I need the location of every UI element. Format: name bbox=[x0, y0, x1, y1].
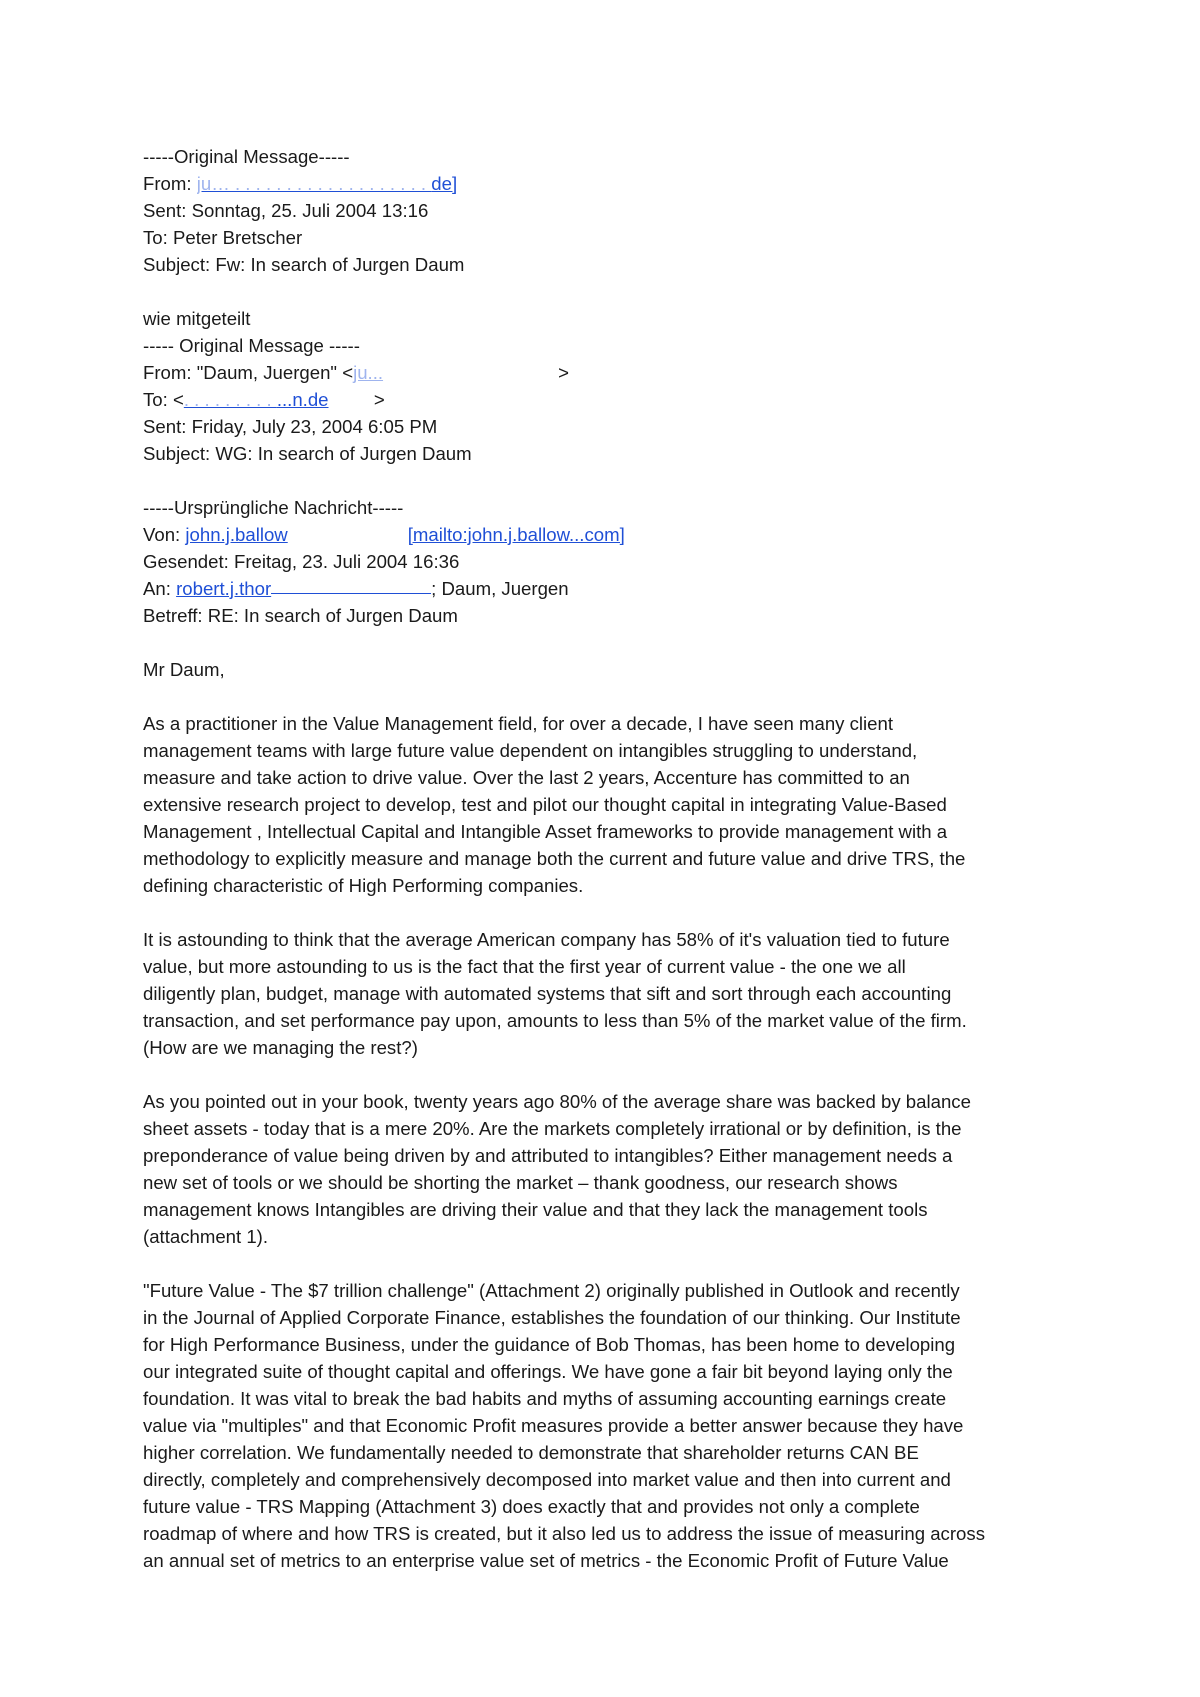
from-label: From: bbox=[143, 173, 197, 194]
paragraph-line: As you pointed out in your book, twenty years ago 80% of the average share was backed by balance bbox=[143, 1091, 971, 1112]
body-paragraph-4 bbox=[143, 1277, 1083, 1574]
to-label-2: To: < bbox=[143, 389, 184, 410]
paragraph-line: new set of tools or we should be shorting the market – thank goodness, our research shows bbox=[143, 1172, 898, 1193]
to-email-link-2[interactable]: . . . . . . . . . ...n.de bbox=[183, 389, 329, 410]
paragraph-line: directly, completely and comprehensively decomposed into market value and then into current and bbox=[143, 1469, 951, 1490]
to-line-1: To: Peter Bretscher bbox=[143, 227, 303, 248]
from-line-1 bbox=[143, 170, 1083, 197]
betreff-line: Betreff: RE: In search of Jurgen Daum bbox=[143, 605, 458, 626]
paragraph-line: in the Journal of Applied Corporate Finance, establishes the foundation of our thinking. Our Institute bbox=[143, 1307, 961, 1328]
an-line bbox=[143, 575, 1083, 602]
paragraph-line: methodology to explicitly measure and manage both the current and future value and drive TRS, the bbox=[143, 848, 966, 869]
paragraph-line: foundation. It was vital to break the bad habits and myths of assuming accounting earnings create bbox=[143, 1388, 947, 1409]
body-paragraph-1 bbox=[143, 710, 1083, 899]
separator-original-message-2: ----- Original Message ----- bbox=[143, 335, 360, 356]
paragraph-line: future value - TRS Mapping (Attachment 3) does exactly that and provides not only a complete bbox=[143, 1496, 920, 1517]
separator-ursprungliche-nachricht: -----Ursprüngliche Nachricht----- bbox=[143, 497, 404, 518]
from-close-2: > bbox=[558, 362, 569, 383]
von-mailto-link[interactable]: [mailto:john.j.ballow...com] bbox=[407, 524, 625, 545]
paragraph-line: value via "multiples" and that Economic Profit measures provide a better answer because they have bbox=[143, 1415, 964, 1436]
paragraph-line: (attachment 1). bbox=[143, 1226, 269, 1247]
to-line-2 bbox=[143, 386, 1083, 413]
sent-line-1: Sent: Sonntag, 25. Juli 2004 13:16 bbox=[143, 200, 429, 221]
paragraph-line: preponderance of value being driven by and attributed to intangibles? Either management needs a bbox=[143, 1145, 953, 1166]
from-email-link[interactable]: ju… . . . . . . . . . . . . . . . . . . . de] bbox=[196, 173, 458, 194]
paragraph-line: roadmap of where and how TRS is created, but it also led us to address the issue of measuring across bbox=[143, 1523, 985, 1544]
paragraph-line: "Future Value - The $7 trillion challenge" (Attachment 2) originally published in Outlook and recently bbox=[143, 1280, 960, 1301]
von-label: Von: bbox=[143, 524, 186, 545]
paragraph-line: for High Performance Business, under the guidance of Bob Thomas, has been home to developing bbox=[143, 1334, 956, 1355]
paragraph-line: measure and take action to drive value. Over the last 2 years, Accenture has committed to an bbox=[143, 767, 910, 788]
email-document bbox=[143, 143, 1083, 1574]
paragraph-line: an annual set of metrics to an enterprise value set of metrics - the Economic Profit of Future Value bbox=[143, 1550, 949, 1571]
an-email-link[interactable]: robert.j.thor bbox=[176, 578, 272, 599]
von-email-link[interactable]: john.j.ballow bbox=[185, 524, 288, 545]
from-line-2 bbox=[143, 359, 1083, 386]
von-line bbox=[143, 521, 1083, 548]
subject-line-1: Subject: Fw: In search of Jurgen Daum bbox=[143, 254, 465, 275]
body-paragraph-2 bbox=[143, 926, 1083, 1061]
an-rest: ; Daum, Juergen bbox=[431, 578, 569, 599]
forward-note: wie mitgeteilt bbox=[143, 308, 251, 329]
from-email-link-2[interactable]: ju... bbox=[353, 362, 384, 383]
paragraph-line: extensive research project to develop, test and pilot our thought capital in integrating Value-Based bbox=[143, 794, 947, 815]
body-paragraph-3 bbox=[143, 1088, 1083, 1250]
gesendet-line: Gesendet: Freitag, 23. Juli 2004 16:36 bbox=[143, 551, 460, 572]
paragraph-line: management knows Intangibles are driving their value and that they lack the management tools bbox=[143, 1199, 928, 1220]
subject-line-2: Subject: WG: In search of Jurgen Daum bbox=[143, 443, 472, 464]
paragraph-line: our integrated suite of thought capital and offerings. We have gone a fair bit beyond laying only the bbox=[143, 1361, 953, 1382]
paragraph-line: As a practitioner in the Value Management field, for over a decade, I have seen many client bbox=[143, 713, 894, 734]
paragraph-line: defining characteristic of High Performing companies. bbox=[143, 875, 584, 896]
to-close-2: > bbox=[373, 389, 385, 410]
paragraph-line: transaction, and set performance pay upon, amounts to less than 5% of the market value of the firm. bbox=[143, 1010, 967, 1031]
paragraph-line: diligently plan, budget, manage with automated systems that sift and sort through each accounting bbox=[143, 983, 952, 1004]
paragraph-line: sheet assets - today that is a mere 20%. Are the markets completely irrational or by definition, is the bbox=[143, 1118, 962, 1139]
paragraph-line: Management , Intellectual Capital and Intangible Asset frameworks to provide management with a bbox=[143, 821, 948, 842]
paragraph-line: value, but more astounding to us is the fact that the first year of current value - the one we all bbox=[143, 956, 906, 977]
paragraph-line: It is astounding to think that the average American company has 58% of it's valuation tied to future bbox=[143, 929, 950, 950]
paragraph-line: higher correlation. We fundamentally needed to demonstrate that shareholder returns CAN BE bbox=[143, 1442, 919, 1463]
an-label: An: bbox=[143, 578, 177, 599]
from-label-2: From: "Daum, Juergen" < bbox=[143, 362, 354, 383]
greeting: Mr Daum, bbox=[143, 659, 225, 680]
sent-line-2: Sent: Friday, July 23, 2004 6:05 PM bbox=[143, 416, 438, 437]
separator-original-message: -----Original Message----- bbox=[143, 146, 350, 167]
paragraph-line: (How are we managing the rest?) bbox=[143, 1037, 418, 1058]
paragraph-line: management teams with large future value dependent on intangibles struggling to understand, bbox=[143, 740, 918, 761]
